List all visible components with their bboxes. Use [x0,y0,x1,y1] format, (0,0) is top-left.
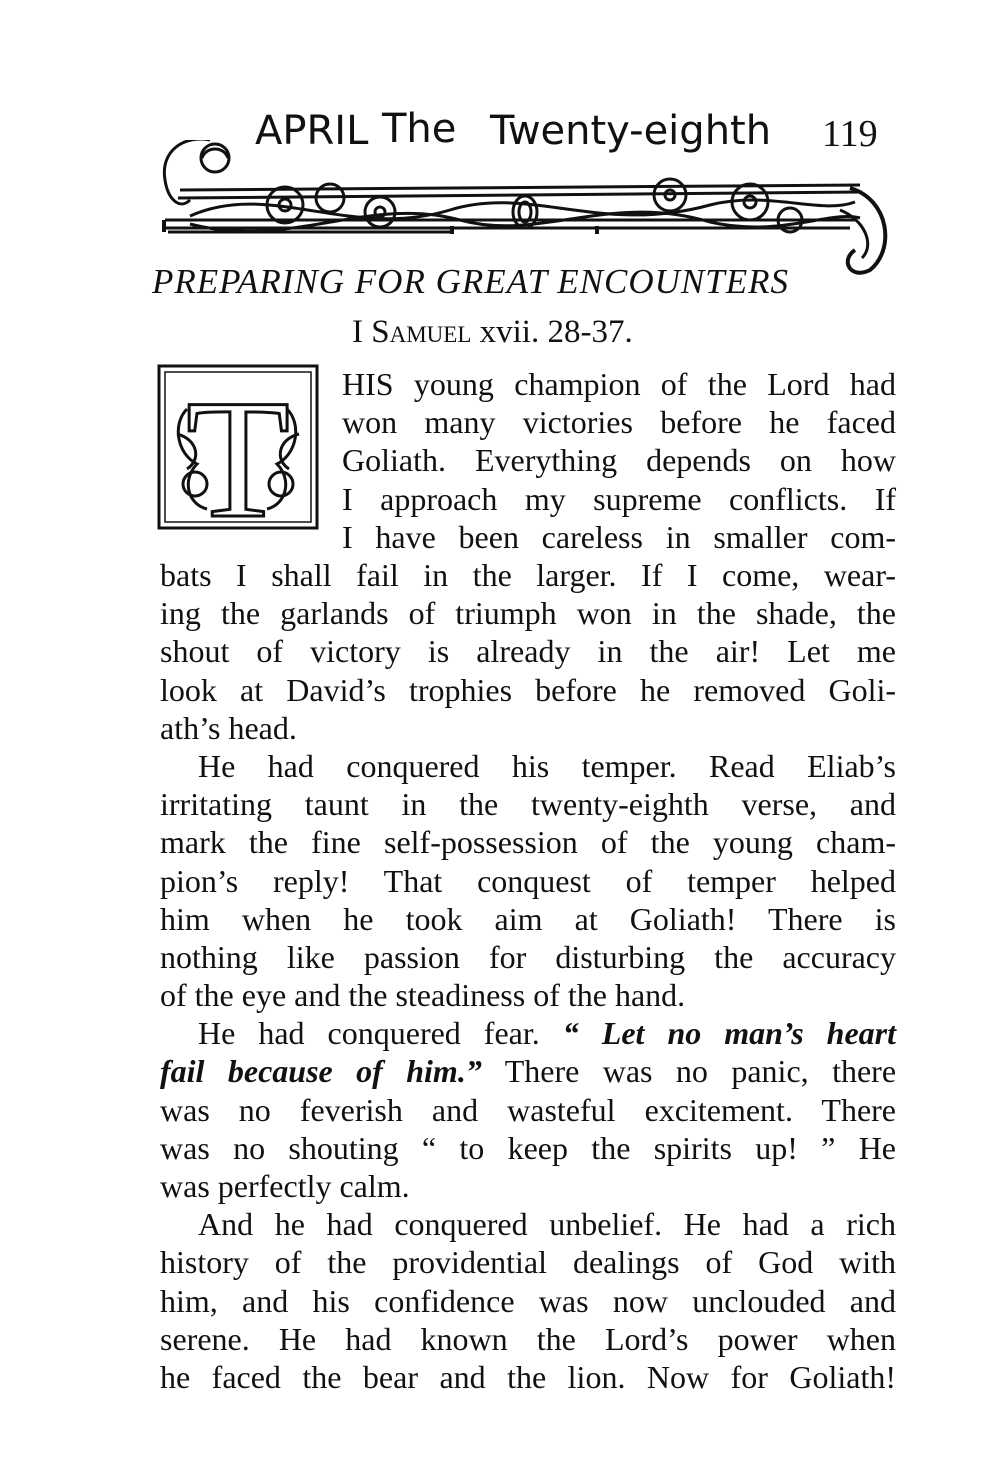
reference-book-number: I [352,314,363,350]
scripture-reference [352,314,633,351]
text-line [160,1014,896,1052]
text-line: was perfectly calm. [160,1168,410,1204]
header-month: APRIL [255,108,369,154]
text-line: was no feverish and wasteful excitement. There [160,1091,896,1128]
text-line: bats I shall fail in the larger. If I come, wear- [160,557,896,593]
dropcap-letter: T [186,365,290,530]
quote-span: fail because of him.” [160,1053,482,1090]
text-line: history of the providential dealings of God with [160,1244,896,1281]
text-line: I have been careless in smaller com- [342,518,896,555]
header-the: The [382,106,457,152]
text-line [160,1052,896,1090]
page-number: 119 [822,113,878,155]
text-line: serene. He had known the Lord’s power when [160,1320,896,1357]
text-line: was no shouting “ to keep the spirits up! ” He [160,1129,896,1166]
reference-chapter-verses: xvii. 28-37. [479,314,633,350]
text-line: nothing like passion for disturbing the accuracy [160,938,896,975]
text-line: Goliath. Everything depends on how [342,442,896,479]
text-line: He had conquered his temper. Read Eliab’s [198,747,896,784]
body-text [160,556,896,1396]
text-line: pion’s reply! That conquest of temper helped [160,862,896,899]
page-title: PREPARING FOR GREAT ENCOUNTERS [152,262,789,301]
text-line: him, and his confidence was now unclouded and [160,1282,896,1319]
text-line: I approach my supreme conflicts. If [342,480,896,517]
text-line: of the eye and the steadiness of the hand. [160,977,686,1014]
text-line: look at David’s trophies before he removed Goli- [160,671,896,708]
text-line: won many victories before he faced [342,404,896,441]
text-span: He had conquered fear. [198,1015,540,1052]
text-line: mark the fine self-possession of the young cham- [160,824,896,861]
quote-span: “ Let no man’s heart [562,1015,897,1052]
text-line: shout of victory is already in the air! Let me [160,633,896,670]
ornamental-dropcap-t [157,364,319,530]
text-line: him when he took aim at Goliath! There is [160,900,896,937]
text-line: he faced the bear and the lion. Now for Goliath! [160,1358,896,1395]
header-day: Twenty-eighth [490,108,772,154]
text-line: ing the garlands of triumph won in the shade, the [160,595,896,632]
text-span: There was no panic, there [504,1053,897,1090]
text-line: HIS young champion of the Lord had [342,366,896,402]
text-line: irritating taunt in the twenty-eighth verse, and [160,786,896,823]
reference-book: Samuel [371,314,472,350]
text-line: And he had conquered unbelief. He had a rich [198,1206,896,1243]
paragraph-1-wrapped [342,365,896,556]
text-line: ath’s head. [160,709,297,746]
